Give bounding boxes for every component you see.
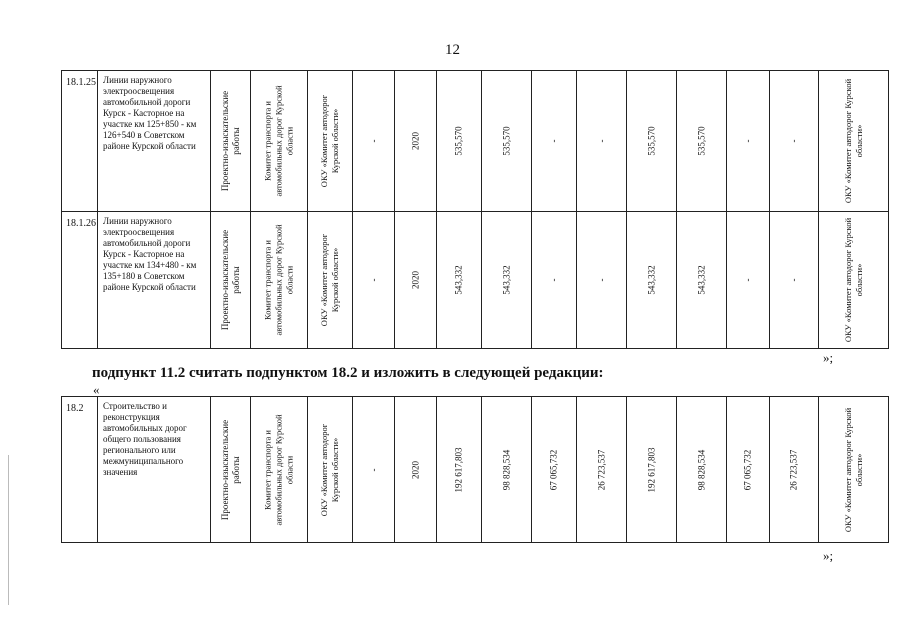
row-number: 18.2 xyxy=(62,397,98,543)
total-amount: 535,570 xyxy=(453,126,464,156)
value-cell xyxy=(437,212,482,349)
table-2 xyxy=(61,396,889,543)
row-number: 18.1.25 xyxy=(62,71,98,212)
value-c13: 67 065,732 xyxy=(742,449,753,490)
value-cell xyxy=(627,397,677,543)
value-cell xyxy=(627,212,677,349)
object-name: Линии наружного электроосвещения автомобильной дороги Курск - Касторное на участке км 125+850 - км 126+540 в Советском районе Курской области xyxy=(98,71,211,212)
committee: Комитет транспорта и автомобильных дорог Курской области xyxy=(262,85,295,197)
object-name: Строительство и реконструкция автомобильных дорог общего пользования регионального или межмуниципального значения xyxy=(98,397,211,543)
scan-edge-line xyxy=(8,455,9,605)
value-c13: - xyxy=(742,278,753,282)
value-cell xyxy=(532,397,577,543)
value-cell xyxy=(353,397,395,543)
total-amount: 192 617,803 xyxy=(453,447,464,492)
value-cell xyxy=(577,71,627,212)
value-cell xyxy=(482,397,532,543)
customer-cell xyxy=(308,71,353,212)
work-type-cell xyxy=(211,212,251,349)
value-cell xyxy=(353,71,395,212)
value-cell xyxy=(677,71,727,212)
year-cell xyxy=(395,71,437,212)
value-cell xyxy=(677,212,727,349)
committee-cell xyxy=(251,212,308,349)
value-c5: - xyxy=(368,278,378,282)
value-cell xyxy=(770,212,819,349)
value-c5: - xyxy=(368,139,378,143)
value-c10: 26 723,537 xyxy=(596,449,606,490)
value-cell xyxy=(482,71,532,212)
value-c14: 26 723,537 xyxy=(788,449,799,490)
committee-cell xyxy=(251,71,308,212)
committee: Комитет транспорта и автомобильных дорог Курской области xyxy=(262,414,295,526)
table-1 xyxy=(61,70,889,349)
year: 2020 xyxy=(410,271,420,289)
table-row xyxy=(62,397,889,543)
value-c11: 535,570 xyxy=(646,126,656,156)
committee-cell xyxy=(251,397,308,543)
work-type: Проектно-изыскательские работы xyxy=(219,229,241,331)
customer: ОКУ «Комитет автодорог Курской области» xyxy=(319,423,340,516)
value-c14: - xyxy=(788,139,799,143)
closing-quote-1: »; xyxy=(823,350,834,365)
value-cell xyxy=(353,212,395,349)
executor: ОКУ «Комитет автодорог Курской области» xyxy=(842,217,864,343)
work-type: Проектно-изыскательские работы xyxy=(219,419,241,520)
value-c8: 543,332 xyxy=(501,265,511,295)
value-c9: 67 065,732 xyxy=(548,449,559,490)
customer-cell xyxy=(308,212,353,349)
value-cell xyxy=(577,212,627,349)
value-c9: - xyxy=(548,139,559,143)
value-c12: 535,570 xyxy=(696,126,706,156)
total-amount: 543,332 xyxy=(453,265,464,295)
value-cell xyxy=(770,71,819,212)
executor-cell xyxy=(819,212,889,349)
value-cell xyxy=(532,71,577,212)
value-c11: 543,332 xyxy=(646,265,656,295)
value-cell xyxy=(627,71,677,212)
value-cell xyxy=(437,397,482,543)
executor-cell xyxy=(819,397,889,543)
value-c10: - xyxy=(596,139,606,143)
table-row xyxy=(62,212,889,349)
customer-cell xyxy=(308,397,353,543)
year: 2020 xyxy=(410,132,420,150)
year: 2020 xyxy=(410,460,420,479)
table-row xyxy=(62,71,889,212)
value-cell xyxy=(577,397,627,543)
value-cell xyxy=(727,397,770,543)
year-cell xyxy=(395,397,437,543)
row-number: 18.1.26 xyxy=(62,212,98,349)
value-c8: 98 828,534 xyxy=(501,449,511,490)
value-cell xyxy=(437,71,482,212)
opening-quote: « xyxy=(93,382,100,397)
work-type-cell xyxy=(211,71,251,212)
value-c12: 543,332 xyxy=(696,265,706,295)
value-c13: - xyxy=(742,139,753,143)
value-c12: 98 828,534 xyxy=(696,449,706,490)
value-c5: - xyxy=(368,468,378,471)
value-c10: - xyxy=(596,278,606,282)
closing-quote-2: »; xyxy=(823,548,834,563)
executor: ОКУ «Комитет автодорог Курской области» xyxy=(842,78,864,204)
customer: ОКУ «Комитет автодорог Курской области» xyxy=(319,94,340,188)
customer: ОКУ «Комитет автодорог Курской области» xyxy=(319,233,340,327)
value-c14: - xyxy=(788,278,799,282)
value-cell xyxy=(482,212,532,349)
value-cell xyxy=(727,71,770,212)
value-cell xyxy=(727,212,770,349)
executor: ОКУ «Комитет автодорог Курской области» xyxy=(842,407,864,532)
executor-cell xyxy=(819,71,889,212)
committee: Комитет транспорта и автомобильных дорог Курской области xyxy=(262,224,295,336)
value-cell xyxy=(677,397,727,543)
section-heading: подпункт 11.2 считать подпунктом 18.2 и изложить в следующей редакции: xyxy=(92,365,604,381)
value-c11: 192 617,803 xyxy=(646,447,656,492)
value-c8: 535,570 xyxy=(501,126,511,156)
value-cell xyxy=(770,397,819,543)
value-c9: - xyxy=(548,278,559,282)
object-name: Линии наружного электроосвещения автомобильной дороги Курск - Касторное на участке км 134+480 - км 135+180 в Советском районе Курской области xyxy=(98,212,211,349)
page-number: 12 xyxy=(445,42,460,58)
value-cell xyxy=(532,212,577,349)
work-type-cell xyxy=(211,397,251,543)
year-cell xyxy=(395,212,437,349)
work-type: Проектно-изыскательские работы xyxy=(219,90,241,192)
